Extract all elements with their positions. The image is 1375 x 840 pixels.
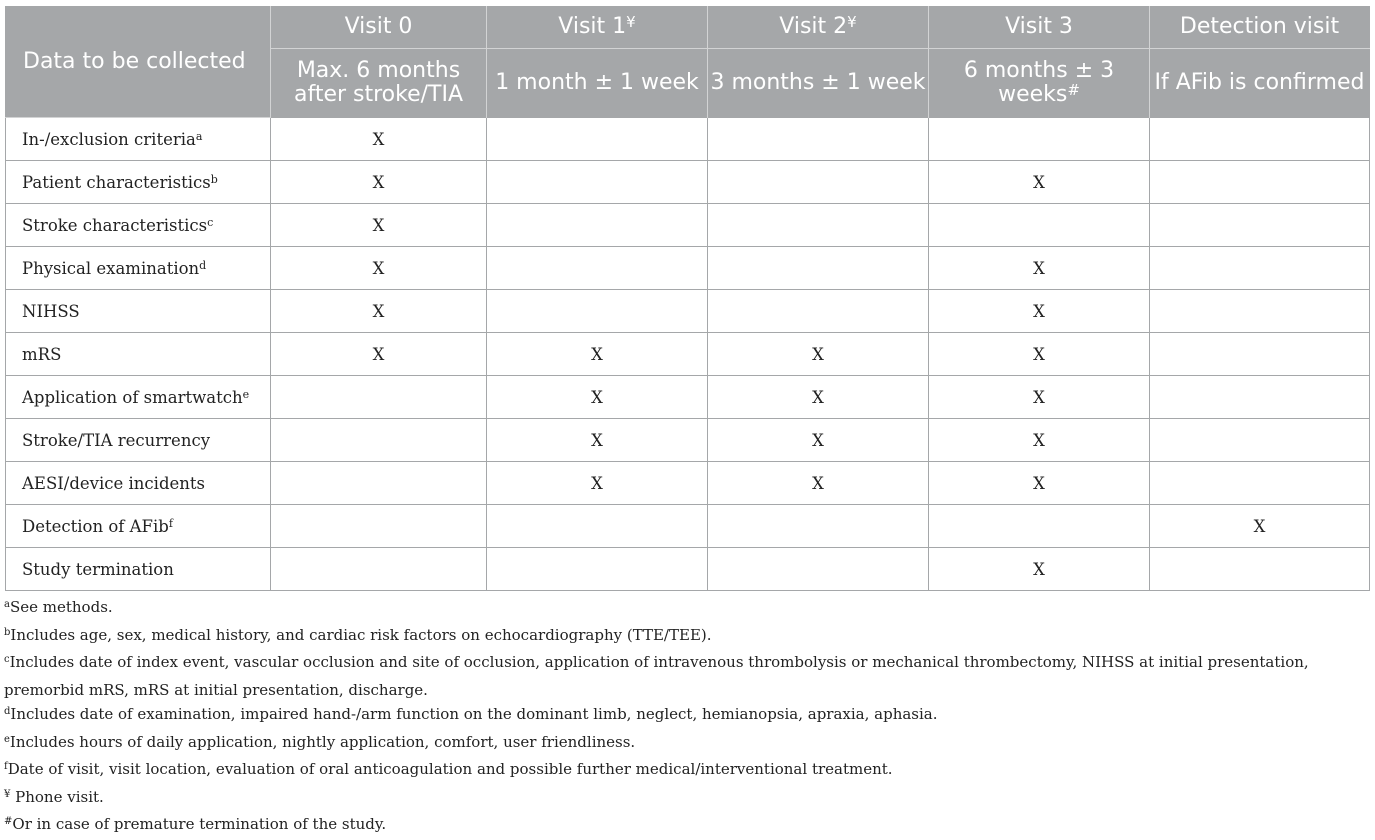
footnote-mark: b (210, 172, 218, 186)
table-cell (271, 376, 487, 419)
footnote (4, 650, 1370, 702)
footnote (4, 730, 1370, 758)
row-label-text: Stroke/TIA recurrency (22, 430, 211, 450)
header-data-to-be-collected: Data to be collected (6, 6, 271, 118)
table-row (6, 118, 1370, 161)
table-cell (487, 247, 708, 290)
table-cell (1150, 333, 1370, 376)
header-detection-visit: Detection visit (1150, 6, 1370, 49)
row-label-text: mRS (22, 344, 62, 364)
table-body (6, 118, 1370, 591)
footnote-mark: b (4, 626, 11, 638)
phone-visit-mark: ¥ (626, 12, 636, 31)
footnote-mark: a (4, 599, 10, 610)
table-cell: X (271, 204, 487, 247)
row-label (6, 118, 271, 161)
footnote-mark: d (4, 706, 11, 717)
table-cell: X (929, 247, 1150, 290)
table-cell: X (487, 376, 708, 419)
footnote-mark: d (199, 258, 207, 272)
table-row (6, 161, 1370, 204)
table-cell: X (487, 462, 708, 505)
termination-mark: # (1067, 80, 1080, 99)
row-label-text: Study termination (22, 559, 174, 579)
table-cell: X (929, 376, 1150, 419)
table-cell: X (1150, 505, 1370, 548)
row-label-text: Application of smartwatch (22, 387, 243, 407)
table-cell (708, 548, 929, 591)
header-row-visits (6, 6, 1370, 49)
table-cell (708, 161, 929, 204)
table-cell: X (708, 462, 929, 505)
footnote-text: Phone visit. (10, 787, 104, 806)
phone-visit-mark: ¥ (847, 12, 857, 31)
table-cell (487, 118, 708, 161)
row-label (6, 161, 271, 204)
header-timing-visit-2: 3 months ± 1 week (708, 49, 929, 118)
table-cell: X (271, 290, 487, 333)
row-label (6, 462, 271, 505)
table-row (6, 419, 1370, 462)
table-cell (271, 505, 487, 548)
table-cell: X (929, 290, 1150, 333)
footnote-mark: c (207, 215, 214, 229)
table-cell (708, 505, 929, 548)
table-cell: X (708, 333, 929, 376)
footnote (4, 812, 1370, 840)
table-header (6, 6, 1370, 118)
footnote-mark: f (168, 516, 173, 530)
table-cell (1150, 462, 1370, 505)
header-visit-2: Visit 2¥ (708, 6, 929, 49)
row-label (6, 548, 271, 591)
table-cell (487, 161, 708, 204)
header-timing-detection: If AFib is confirmed (1150, 49, 1370, 118)
footnote-mark: f (4, 761, 8, 772)
header-timing-visit-1: 1 month ± 1 week (487, 49, 708, 118)
footnote (4, 623, 1370, 651)
footnote-text: Or in case of premature termination of the study. (12, 815, 387, 833)
data-collection-table (5, 6, 1370, 591)
footnote-mark: ¥ (4, 788, 11, 800)
row-label (6, 376, 271, 419)
table-cell: X (271, 161, 487, 204)
table-cell: X (487, 419, 708, 462)
row-label-text: In-/exclusion criteria (22, 129, 196, 149)
footnote-text: See methods. (9, 598, 113, 616)
table-cell (487, 505, 708, 548)
header-visit-1: Visit 1¥ (487, 6, 708, 49)
footnote-text: Includes hours of daily application, nightly application, comfort, user friendliness. (9, 732, 636, 751)
table-cell: X (708, 376, 929, 419)
row-label (6, 204, 271, 247)
footnote-mark: e (4, 733, 10, 745)
schedule-table-wrapper (5, 6, 1369, 591)
table-cell (1150, 247, 1370, 290)
footnote-mark: # (4, 816, 13, 827)
table-cell (271, 548, 487, 591)
table-cell (1150, 161, 1370, 204)
header-visit-0: Visit 0 (271, 6, 487, 49)
table-cell: X (271, 247, 487, 290)
table-cell: X (271, 118, 487, 161)
table-row (6, 333, 1370, 376)
table-cell (1150, 118, 1370, 161)
footnote (4, 702, 1370, 730)
table-cell (929, 204, 1150, 247)
header-timing-visit-3: 6 months ± 3 weeks# (929, 49, 1150, 118)
table-cell (1150, 290, 1370, 333)
table-row (6, 548, 1370, 591)
table-cell (1150, 419, 1370, 462)
row-label (6, 505, 271, 548)
footnote-text: Date of visit, visit location, evaluation of oral anticoagulation and possible further medical/interventional treatment. (7, 760, 893, 778)
table-cell (487, 548, 708, 591)
footnote (4, 757, 1370, 785)
table-cell (271, 462, 487, 505)
table-cell (487, 290, 708, 333)
table-cell: X (929, 462, 1150, 505)
table-cell: X (929, 333, 1150, 376)
row-label (6, 247, 271, 290)
row-label-text: Stroke characteristics (22, 215, 208, 235)
table-row (6, 376, 1370, 419)
footnote-mark: a (195, 129, 203, 143)
table-cell (929, 118, 1150, 161)
footnote-text: Includes date of index event, vascular occlusion and site of occlusion, application of intravenous thrombolysis or mechanical thrombectomy, NIHSS at initial presentation, premorbid mRS, mRS at initial presentation, discharge. (4, 653, 1309, 699)
table-row (6, 505, 1370, 548)
table-cell: X (487, 333, 708, 376)
table-row (6, 462, 1370, 505)
footnote (4, 785, 1370, 813)
table-cell (708, 290, 929, 333)
row-label-text: Physical examination (22, 258, 200, 278)
table-cell (708, 118, 929, 161)
table-cell: X (929, 161, 1150, 204)
table-cell (271, 419, 487, 462)
table-cell (1150, 548, 1370, 591)
table-cell: X (929, 548, 1150, 591)
footnotes (4, 595, 1370, 840)
footnote-mark: c (4, 654, 10, 665)
table-cell (708, 247, 929, 290)
table-row (6, 204, 1370, 247)
table-cell (708, 204, 929, 247)
table-cell (1150, 376, 1370, 419)
table-cell: X (708, 419, 929, 462)
header-visit-3: Visit 3 (929, 6, 1150, 49)
table-cell (929, 505, 1150, 548)
header-timing-visit-0: Max. 6 months after stroke/TIA (271, 49, 487, 118)
row-label-text: Patient characteristics (22, 172, 211, 192)
table-cell (487, 204, 708, 247)
footnote-text: Includes age, sex, medical history, and cardiac risk factors on echocardiography (TTE/TEE). (10, 625, 712, 644)
row-label-text: Detection of AFib (22, 516, 169, 536)
table-cell (1150, 204, 1370, 247)
table-cell: X (271, 333, 487, 376)
footnote-text: Includes date of examination, impaired hand-/arm function on the dominant limb, neglect, hemianopsia, apraxia, aphasia. (10, 705, 938, 723)
row-label-text: AESI/device incidents (22, 473, 205, 493)
footnote (4, 595, 1370, 623)
row-label-text: NIHSS (22, 301, 80, 321)
footnote-mark: e (242, 387, 250, 401)
row-label (6, 290, 271, 333)
table-cell: X (929, 419, 1150, 462)
table-row (6, 247, 1370, 290)
table-row (6, 290, 1370, 333)
row-label (6, 419, 271, 462)
row-label (6, 333, 271, 376)
